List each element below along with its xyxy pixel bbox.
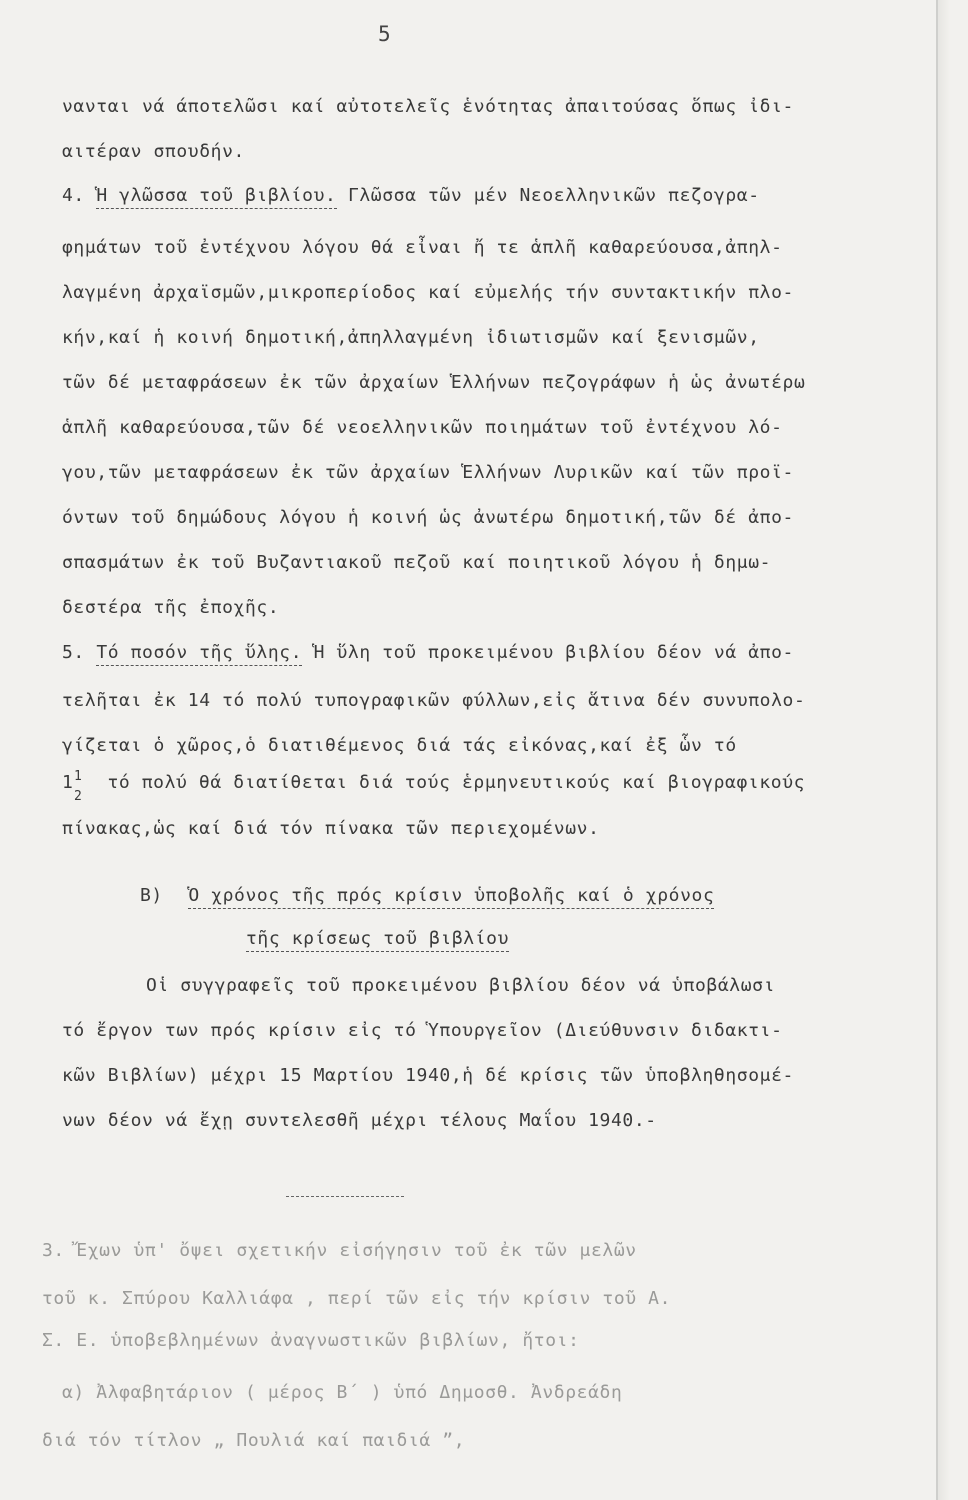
section-b-title-1: Ὁ χρόνος τῆς πρός κρίσιν ὑποβολῆς καί ὁ χρόνος — [188, 885, 714, 909]
text-line: νων δέον νά ἔχῃ συντελεσθῆ μέχρι τέλους Μαΐου 1940.- — [62, 1110, 657, 1131]
fraction-whole: 1 — [62, 772, 74, 793]
section-5-text: Ἡ ὕλη τοῦ προκειμένου βιβλίου δέον νά ἀπο- — [313, 642, 794, 663]
faint-text-line: Σ. Ε. ὑποβεβλημένων ἀναγνωστικῶν βιβλίων, ἤτοι: — [42, 1330, 580, 1351]
text-line: τό ἔργον των πρός κρίσιν εἰς τό Ὑπουργεῖον (Διεύθυνσιν διδακτι- — [62, 1020, 783, 1041]
text-line: τελῆται ἐκ 14 τό πολύ τυπογραφικῶν φύλλων,εἰς ἅτινα δέν συνυπολο- — [62, 690, 806, 711]
section-5-heading: Τό ποσόν τῆς ὕλης. — [96, 642, 302, 666]
page-number: 5 — [378, 22, 391, 46]
section-b-title — [140, 885, 714, 906]
text-line: γου,τῶν μεταφράσεων ἐκ τῶν ἀρχαίων Ἑλλήνων Λυρικῶν καί τῶν προϊ- — [62, 462, 794, 483]
section-4-number: 4. — [62, 185, 85, 206]
section-4-heading: Ἡ γλῶσσα τοῦ βιβλίου. — [96, 185, 336, 209]
fraction-numerator: 1 — [74, 769, 83, 784]
text-line: νανται νά άποτελῶσι καί αὐτοτελεῖς ἑνότητας ἀπαιτούσας ὅπως ἰδι- — [62, 96, 794, 117]
text-line: σπασμάτων ἐκ τοῦ Βυζαντιακοῦ πεζοῦ καί ποιητικοῦ λόγου ἡ δημω- — [62, 552, 772, 573]
fraction-denominator: 2 — [74, 789, 83, 804]
section-b-title-2: τῆς κρίσεως τοῦ βιβλίου — [246, 928, 509, 952]
section-5-line — [62, 642, 922, 664]
text-line: τῶν δέ μεταφράσεων ἐκ τῶν ἀρχαίων Ἑλλήνων πεζογράφων ἡ ὡς ἀνωτέρω — [62, 372, 806, 393]
text-line: ἁπλῆ καθαρεύουσα,τῶν δέ νεοελληνικῶν ποιημάτων τοῦ ἐντέχνου λό- — [62, 417, 783, 438]
text-line: αιτέραν σπουδήν. — [62, 141, 245, 162]
separator-rule — [286, 1196, 404, 1197]
fraction-line — [62, 769, 922, 804]
fraction-text: τό πολύ θά διατίθεται διά τούς ἑρμηνευτικούς καί βιογραφικούς — [107, 772, 806, 793]
text-line: φημάτων τοῦ ἐντέχνου λόγου θά εἶναι ἤ τε ἁπλῆ καθαρεύουσα,ἀπηλ- — [62, 237, 783, 258]
section-b-label: Β) — [140, 885, 163, 906]
text-line: λαγμένη ἀρχαϊσμῶν,μικροπερίοδος καί εὐμελής τήν συντακτικήν πλο- — [62, 282, 794, 303]
text-line: Οἱ συγγραφεῖς τοῦ προκειμένου βιβλίου δέον νά ὑποβάλωσι — [146, 975, 776, 996]
text-line: γίζεται ὁ χῶρος,ὁ διατιθέμενος διά τάς εἰκόνας,καί ἐξ ὧν τό — [62, 735, 737, 756]
faint-text-line: τοῦ κ. Σπύρου Καλλιάφα , περί τῶν εἰς τήν κρίσιν τοῦ Α. — [42, 1288, 672, 1309]
faint-text-line: 3. Ἔχων ὑπ' ὄψει σχετικήν εἰσήγησιν τοῦ ἐκ τῶν μελῶν — [42, 1240, 637, 1261]
section-5-number: 5. — [62, 642, 85, 663]
text-line: όντων τοῦ δημώδους λόγου ἡ κοινή ὡς ἀνωτέρω δημοτική,τῶν δέ ἀπο- — [62, 507, 794, 528]
fraction — [62, 769, 96, 804]
section-4-text: Γλῶσσα τῶν μέν Νεοελληνικῶν πεζογρα- — [347, 185, 760, 206]
section-4-line — [62, 185, 922, 207]
page-edge — [936, 0, 950, 1500]
text-line: πίνακας,ὡς καί διά τόν πίνακα τῶν περιεχομένων. — [62, 818, 600, 839]
section-b-title-line-2 — [246, 928, 509, 949]
faint-text-line: α) Ἀλφαβητάριον ( μέρος Β΄ ) ὑπό Δημοσθ. Ἀνδρεάδη — [62, 1382, 623, 1403]
faint-text-line: διά τόν τίτλον „ Πουλιά καί παιδιά ”, — [42, 1430, 466, 1451]
text-line: δεστέρα τῆς ἐποχῆς. — [62, 597, 280, 618]
text-line: κῶν Βιβλίων) μέχρι 15 Μαρτίου 1940,ἡ δέ κρίσις τῶν ὑποβληθησομέ- — [62, 1065, 794, 1086]
text-line: κήν,καί ἡ κοινή δημοτική,ἀπηλλαγμένη ἰδιωτισμῶν καί ξενισμῶν, — [62, 327, 760, 348]
